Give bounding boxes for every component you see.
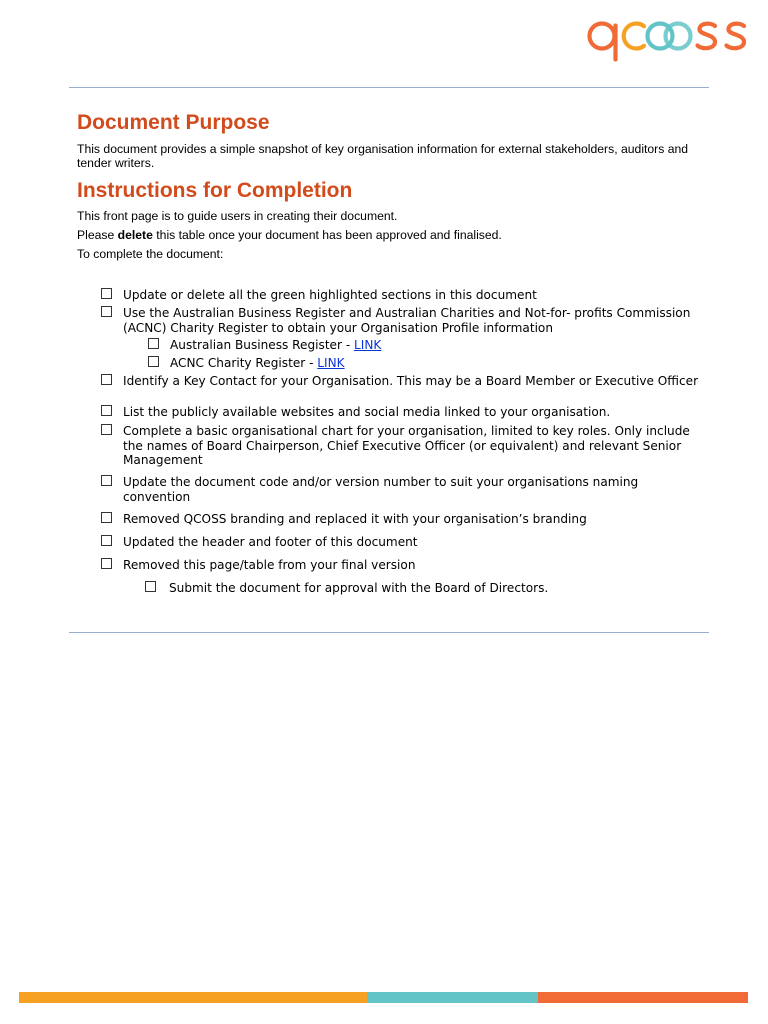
logo-letter-s1 <box>698 24 716 49</box>
instructions-heading: Instructions for Completion <box>77 179 353 202</box>
footer-bar-red-orange <box>538 992 748 1003</box>
checklist-item-6: Update the document code and/or version number to suit your organisations naming convention <box>123 475 639 504</box>
checkbox-item-5[interactable] <box>101 424 112 435</box>
checkbox-sub-item-1[interactable] <box>148 338 159 349</box>
logo-q-stem <box>613 24 617 62</box>
checkbox-item-10[interactable] <box>145 581 156 592</box>
document-purpose-text: This document provides a simple snapshot of key organisation information for external stakeholders, auditors and tender writers. <box>77 142 689 170</box>
instructions-line-3: To complete the document: <box>77 247 224 261</box>
logo-letter-o-overlap <box>666 24 691 49</box>
logo-letter-c <box>624 23 644 48</box>
checkbox-item-8[interactable] <box>101 535 112 546</box>
checklist-item-9: Removed this page/table from your final version <box>123 558 416 572</box>
checkbox-item-2[interactable] <box>101 306 112 317</box>
checklist-item-4: List the publicly available websites and social media linked to your organisation. <box>123 405 611 419</box>
qcoss-logo <box>586 14 750 66</box>
checklist-item-1: Update or delete all the green highlighted sections in this document <box>123 288 537 302</box>
checklist-item-2: Use the Australian Business Register and Australian Charities and Not-for- profits Commission (ACNC) Charity Register to obtain your Organisation Profile information <box>123 306 691 335</box>
instructions-line-2 <box>77 228 707 242</box>
instructions-line-2-bold: delete <box>117 228 153 242</box>
sub-item-2-label: ACNC Charity Register - <box>170 356 318 370</box>
checkbox-item-9[interactable] <box>101 558 112 569</box>
checklist-item-5: Complete a basic organisational chart for your organisation, limited to key roles. Only include the names of Board Chairperson, Chief Executive Officer (or equivalent) and relevant Senior Management <box>123 424 690 468</box>
checkbox-item-1[interactable] <box>101 288 112 299</box>
instructions-line-2-suffix: this table once your document has been approved and finalised. <box>152 228 502 242</box>
checklist-item-3: Identify a Key Contact for your Organisation. This may be a Board Member or Executive Officer <box>123 374 699 388</box>
checkbox-item-6[interactable] <box>101 475 112 486</box>
logo-letter-s2 <box>727 24 745 49</box>
footer-bar-orange <box>19 992 367 1003</box>
logo-letter-q <box>590 24 615 49</box>
checkbox-item-7[interactable] <box>101 512 112 523</box>
bottom-divider <box>69 632 709 633</box>
document-purpose-heading: Document Purpose <box>77 111 270 134</box>
footer-bar-teal <box>367 992 538 1003</box>
checkbox-item-3[interactable] <box>101 374 112 385</box>
checklist-item-10: Submit the document for approval with the Board of Directors. <box>169 581 549 595</box>
checkbox-sub-item-2[interactable] <box>148 356 159 367</box>
checklist-sub-item-1 <box>170 338 700 353</box>
checklist-item-8: Updated the header and footer of this document <box>123 535 418 549</box>
instructions-line-1: This front page is to guide users in creating their document. <box>77 209 398 223</box>
abr-link[interactable]: LINK <box>354 338 382 352</box>
acnc-link[interactable]: LINK <box>317 356 345 370</box>
top-divider <box>69 87 709 88</box>
checkbox-item-4[interactable] <box>101 405 112 416</box>
checklist-item-7: Removed QCOSS branding and replaced it with your organisation’s branding <box>123 512 587 526</box>
checklist-sub-item-2 <box>170 356 700 371</box>
instructions-line-2-prefix: Please <box>77 228 118 242</box>
sub-item-1-label: Australian Business Register - <box>170 338 355 352</box>
